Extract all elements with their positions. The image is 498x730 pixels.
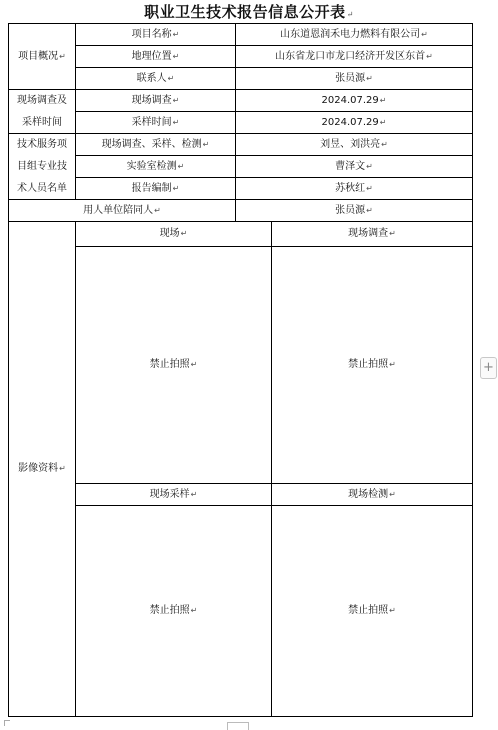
staff-role-text: 现场调查、采样、检测	[101, 138, 202, 150]
paragraph-mark: ↵	[190, 360, 198, 369]
page-resize-handle[interactable]	[227, 722, 249, 730]
escort-value-text: 张员源	[335, 204, 366, 216]
plus-icon: +	[483, 360, 494, 375]
paragraph-mark: ↵	[426, 51, 433, 61]
section-staff-line-2: 目组专业技	[17, 160, 67, 172]
paragraph-mark: ↵	[381, 139, 388, 149]
section-project-label: 项目概况	[18, 50, 59, 62]
page-title-text: 职业卫生技术报告信息公开表	[144, 3, 346, 21]
survey-date	[236, 90, 472, 111]
staff-names-2	[236, 156, 472, 177]
staff-names-text: 刘昱、刘洪亮	[320, 138, 381, 150]
location-label-text: 地理位置	[131, 50, 172, 62]
paragraph-mark: ↵	[167, 73, 175, 83]
paragraph-mark: ↵	[346, 10, 354, 19]
section-staff	[9, 134, 75, 199]
paragraph-mark: ↵	[389, 489, 396, 499]
image-header-text: 现场	[159, 228, 180, 239]
image-header-text: 现场检测	[348, 488, 389, 500]
sampling-label	[76, 112, 235, 133]
contact-value	[236, 68, 472, 89]
paragraph-mark: ↵	[172, 29, 180, 39]
paragraph-mark: ↵	[59, 51, 66, 61]
paragraph-mark: ↵	[180, 229, 188, 238]
sampling-label-text: 采样时间	[131, 116, 172, 128]
image-header-survey	[272, 222, 472, 246]
paragraph-mark: ↵	[154, 205, 161, 215]
no-photo-text: 禁止拍照	[348, 605, 389, 616]
section-staff-line-1: 技术服务项	[17, 138, 67, 150]
contact-label-text: 联系人	[136, 72, 167, 84]
paragraph-mark: ↵	[389, 360, 396, 369]
paragraph-mark: ↵	[389, 229, 396, 238]
escort-label-text: 用人单位陪同人	[83, 204, 154, 216]
paragraph-mark: ↵	[366, 73, 373, 83]
staff-role-text: 实验室检测	[126, 160, 177, 172]
escort-label	[9, 200, 235, 221]
no-photo-text: 禁止拍照	[149, 605, 190, 616]
paragraph-mark: ↵	[190, 489, 198, 499]
project-name-value	[236, 24, 472, 45]
image-slot-testing	[272, 506, 472, 716]
paragraph-mark: ↵	[421, 29, 428, 39]
sampling-date	[236, 112, 472, 133]
paragraph-mark: ↵	[366, 183, 373, 193]
section-staff-line-3: 术人员名单	[17, 182, 67, 194]
survey-label-text: 现场调查	[131, 94, 172, 106]
location-value	[236, 46, 472, 67]
paragraph-mark: ↵	[379, 117, 387, 127]
section-images-label: 影像资料	[18, 463, 59, 474]
section-project	[9, 24, 75, 89]
paragraph-mark: ↵	[366, 205, 373, 215]
paragraph-mark: ↵	[59, 464, 66, 473]
staff-role-3	[76, 178, 235, 199]
staff-names-text: 苏秋红	[335, 182, 366, 194]
paragraph-mark: ↵	[172, 183, 180, 193]
staff-role-text: 报告编制	[131, 182, 172, 194]
image-header-testing	[272, 484, 472, 505]
section-survey-line-2: 采样时间	[22, 116, 62, 128]
image-slot-site	[76, 247, 271, 483]
no-photo-text: 禁止拍照	[149, 359, 190, 370]
paragraph-mark: ↵	[190, 606, 198, 615]
location-label	[76, 46, 235, 67]
section-survey	[9, 90, 75, 133]
paragraph-mark: ↵	[202, 139, 210, 149]
escort-value	[236, 200, 472, 221]
staff-names-1	[236, 134, 472, 155]
project-name-label-text: 项目名称	[131, 28, 172, 40]
staff-role-1	[76, 134, 235, 155]
project-name-value-text: 山东道恩润禾电力燃料有限公司	[280, 28, 421, 40]
no-photo-text: 禁止拍照	[348, 359, 389, 370]
paragraph-mark: ↵	[389, 606, 396, 615]
image-slot-sampling	[76, 506, 271, 716]
paragraph-mark: ↵	[379, 95, 387, 105]
paragraph-mark: ↵	[172, 117, 180, 127]
project-name-label	[76, 24, 235, 45]
sampling-date-text: 2024.07.29	[321, 116, 379, 128]
image-header-sampling	[76, 484, 271, 505]
image-slot-survey	[272, 247, 472, 483]
page-corner-mark	[4, 720, 10, 726]
location-value-text: 山东省龙口市龙口经济开发区东首	[275, 50, 426, 62]
section-images	[9, 222, 75, 716]
paragraph-mark: ↵	[177, 161, 185, 171]
survey-date-text: 2024.07.29	[321, 94, 379, 106]
section-survey-line-1: 现场调查及	[17, 94, 67, 106]
image-header-text: 现场采样	[149, 488, 190, 500]
survey-label	[76, 90, 235, 111]
paragraph-mark: ↵	[366, 161, 373, 171]
staff-names-text: 曹泽文	[335, 160, 366, 172]
staff-names-3	[236, 178, 472, 199]
paragraph-mark: ↵	[172, 51, 180, 61]
paragraph-mark: ↵	[172, 95, 180, 105]
contact-value-text: 张员源	[335, 72, 366, 84]
image-header-text: 现场调查	[348, 228, 389, 239]
image-header-site	[76, 222, 271, 246]
add-row-button[interactable]	[480, 357, 497, 379]
staff-role-2	[76, 156, 235, 177]
contact-label	[76, 68, 235, 89]
